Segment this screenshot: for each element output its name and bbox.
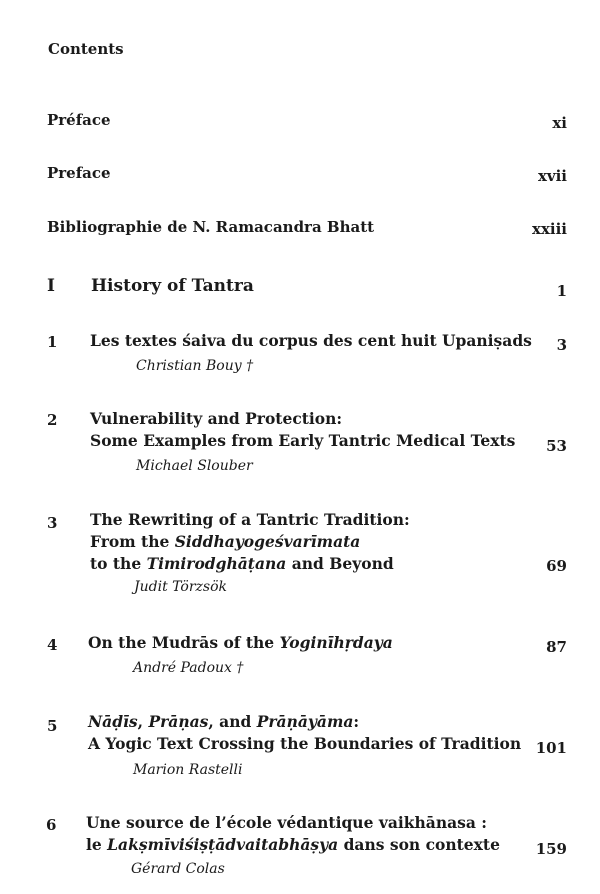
chapter-number: 6 (46, 816, 57, 834)
italic-term: Nāḍīs (88, 712, 138, 731)
text-run: to the (90, 554, 147, 573)
contents-heading: Contents (48, 40, 124, 58)
chapter-title-line: A Yogic Text Crossing the Boundaries of Tradition (88, 734, 522, 753)
entry-title: Preface (47, 164, 111, 182)
chapter-title-line: Une source de l’école védantique vaikhānasa : (86, 813, 488, 832)
chapter-page: 101 (535, 739, 567, 757)
italic-term: Prāṇāyāma (256, 712, 354, 731)
chapter-title (86, 813, 500, 854)
chapter-number: 4 (47, 636, 58, 654)
chapter-title-line: The Rewriting of a Tantric Tradition: (90, 510, 410, 529)
chapter-page: 3 (556, 336, 567, 354)
chapter-number: 5 (47, 717, 58, 735)
chapter-title-line: Some Examples from Early Tantric Medical Texts (90, 431, 516, 450)
chapter-title-line (86, 835, 500, 854)
entry-page: xxiii (532, 220, 567, 238)
text-run: On the Mudrās of the (88, 633, 280, 652)
chapter-title-line (88, 712, 521, 731)
chapter-author: Michael Slouber (136, 458, 253, 474)
chapter-title-line: Vulnerability and Protection: (90, 409, 343, 428)
chapter-page: 69 (546, 557, 567, 575)
entry-title: Bibliographie de N. Ramacandra Bhatt (47, 218, 375, 236)
chapter-title (88, 712, 521, 753)
chapter-number: 2 (47, 411, 58, 429)
text-run: , and (208, 712, 257, 731)
part-numeral: I (47, 276, 55, 296)
text-run: , (137, 712, 149, 731)
italic-term: Timirodghāṭana (146, 554, 287, 573)
chapter-author: André Padoux † (133, 660, 244, 676)
chapter-author: Marion Rastelli (133, 762, 243, 778)
chapter-page: 159 (535, 840, 567, 858)
chapter-author: Christian Bouy † (136, 358, 254, 374)
italic-term: Siddhayogeśvarīmata (174, 532, 361, 551)
chapter-number: 1 (47, 333, 58, 351)
chapter-title-line (90, 554, 410, 573)
chapter-title: Les textes śaiva du corpus des cent huit Upaniṣads (90, 331, 532, 350)
chapter-title-line (90, 532, 410, 551)
text-run: and Beyond (286, 554, 394, 573)
text-run: dans son contexte (338, 835, 500, 854)
chapter-author: Gérard Colas (131, 861, 225, 877)
chapter-title (88, 633, 393, 652)
entry-page: xi (552, 114, 567, 132)
entry-title: Préface (47, 111, 111, 129)
chapter-title (90, 409, 515, 450)
italic-term: Yoginīhṛdaya (279, 633, 393, 652)
text-run: : (353, 712, 360, 731)
italic-term: Lakṣmīviśiṣṭādvaitabhāṣya (107, 835, 339, 854)
text-run: From the (90, 532, 175, 551)
italic-term: Prāṇas (148, 712, 209, 731)
chapter-title (90, 510, 410, 573)
text-run: le (86, 835, 108, 854)
chapter-page: 87 (546, 638, 567, 656)
chapter-number: 3 (47, 514, 58, 532)
part-page: 1 (556, 282, 567, 300)
part-title: History of Tantra (91, 276, 254, 296)
entry-page: xvii (537, 167, 567, 185)
chapter-page: 53 (546, 437, 567, 455)
chapter-author: Judit Törzsök (134, 579, 227, 595)
